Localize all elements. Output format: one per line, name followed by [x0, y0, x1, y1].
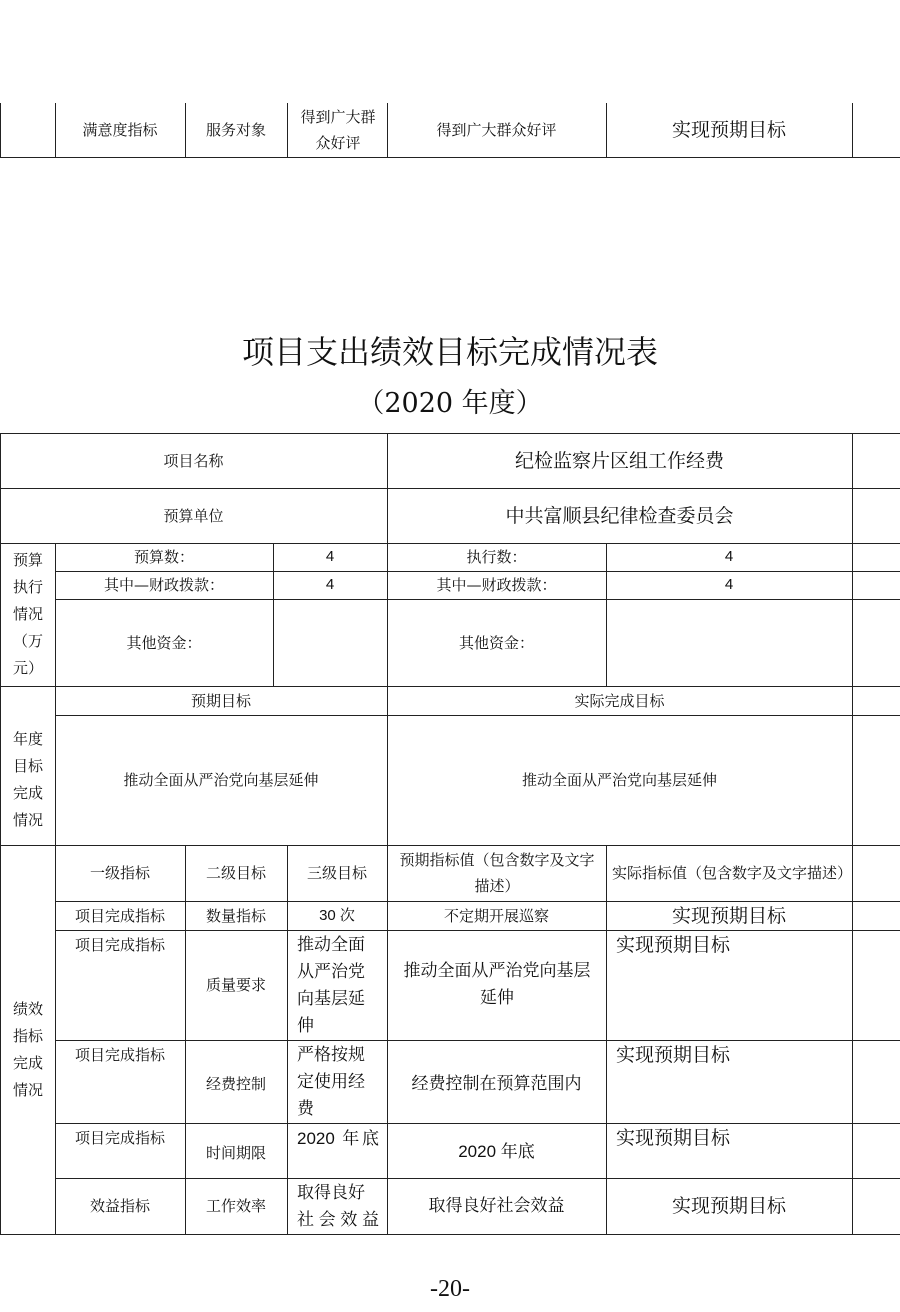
- row1-level2: 数量指标: [205, 906, 266, 925]
- row2-level2: 质量要求: [205, 976, 266, 994]
- row5-expected: 取得良好社会效益: [428, 1196, 565, 1216]
- row4-actual: 实现预期目标: [616, 1127, 731, 1149]
- row4-level1: 项目完成指标: [74, 1129, 165, 1147]
- row3-actual: 实现预期目标: [616, 1044, 731, 1066]
- budget-unit-label: 预算单位: [163, 506, 224, 525]
- row4-level2: 时间期限: [205, 1144, 266, 1162]
- budget-section-label: 预算执行情况（万元）: [12, 551, 43, 677]
- row1-level3: 30 次: [319, 906, 355, 924]
- header-level1: 一级指标: [89, 864, 150, 882]
- execution-amount-value: 4: [724, 548, 734, 565]
- actual-goal-value: 推动全面从严治党向基层延伸: [521, 771, 717, 789]
- row5-level1: 效益指标: [89, 1197, 150, 1215]
- budget-amount-value: 4: [325, 548, 335, 565]
- row2-expected: 推动全面从严治党向基层延伸: [403, 961, 591, 1008]
- expected-goal-value: 推动全面从严治党向基层延伸: [123, 771, 319, 789]
- row5-actual: 实现预期目标: [671, 1195, 786, 1217]
- header-level2: 二级目标: [205, 864, 266, 882]
- execution-amount-label: 执行数：: [466, 548, 527, 566]
- budget-amount-label: 预算数：: [133, 548, 194, 566]
- row2-level3: 推动全面从严治党向基层延伸: [297, 935, 365, 1036]
- fiscal-allocation-label-exec: 其中—财政拨款：: [436, 576, 557, 594]
- annual-section-label: 年度目标完成情况: [12, 729, 43, 829]
- header-actual-value: 实际指标值（包含数字及文字描述）: [612, 864, 853, 882]
- top-satisfaction-indicator: 满意度指标: [82, 121, 158, 139]
- project-name-label: 项目名称: [163, 451, 224, 470]
- top-actual-value: 实现预期目标: [671, 119, 786, 141]
- page-subtitle: （2020 年度）: [357, 388, 543, 419]
- row1-actual: 实现预期目标: [671, 904, 786, 927]
- actual-goal-header: 实际完成目标: [574, 691, 665, 710]
- fiscal-allocation-value-exec: 4: [724, 576, 734, 593]
- indicators-section-label: 绩效指标完成情况: [12, 999, 43, 1099]
- header-level3: 三级目标: [306, 864, 367, 882]
- expected-goal-header: 预期目标: [190, 691, 251, 710]
- project-name-value: 纪检监察片区组工作经费: [514, 449, 724, 472]
- row3-level2: 经费控制: [205, 1074, 266, 1093]
- budget-unit-value: 中共富顺县纪律检查委员会: [505, 504, 734, 527]
- other-funds-label-exec: 其他资金：: [458, 633, 534, 652]
- row1-level1: 项目完成指标: [74, 906, 165, 925]
- row4-expected: 2020 年底: [458, 1142, 535, 1161]
- top-expected-value: 得到广大群众好评: [436, 121, 557, 139]
- page-title: 项目支出绩效目标完成情况表: [241, 333, 658, 371]
- fiscal-allocation-label-budget: 其中—财政拨款：: [103, 576, 224, 594]
- row5-level2: 工作效率: [205, 1197, 266, 1215]
- row3-level3: 严格按规定使用经费: [297, 1045, 365, 1119]
- row1-expected: 不定期开展巡察: [443, 906, 549, 925]
- fiscal-allocation-value-budget: 4: [325, 576, 335, 593]
- header-expected-value: 预期指标值（包含数字及文字描述）: [399, 851, 595, 895]
- top-service-target: 服务对象: [205, 121, 266, 139]
- row3-level1: 项目完成指标: [74, 1046, 165, 1064]
- page-number: -20-: [430, 1276, 470, 1302]
- row2-actual: 实现预期目标: [616, 934, 731, 956]
- row3-expected: 经费控制在预算范围内: [411, 1073, 582, 1094]
- row5-level3: 取得良好社会效益: [297, 1183, 379, 1230]
- top-level3-goal: 得到广大群众好评: [300, 108, 376, 152]
- row2-level1: 项目完成指标: [74, 936, 165, 954]
- row4-level3: 2020 年底: [297, 1129, 379, 1148]
- other-funds-label-budget: 其他资金：: [126, 633, 202, 652]
